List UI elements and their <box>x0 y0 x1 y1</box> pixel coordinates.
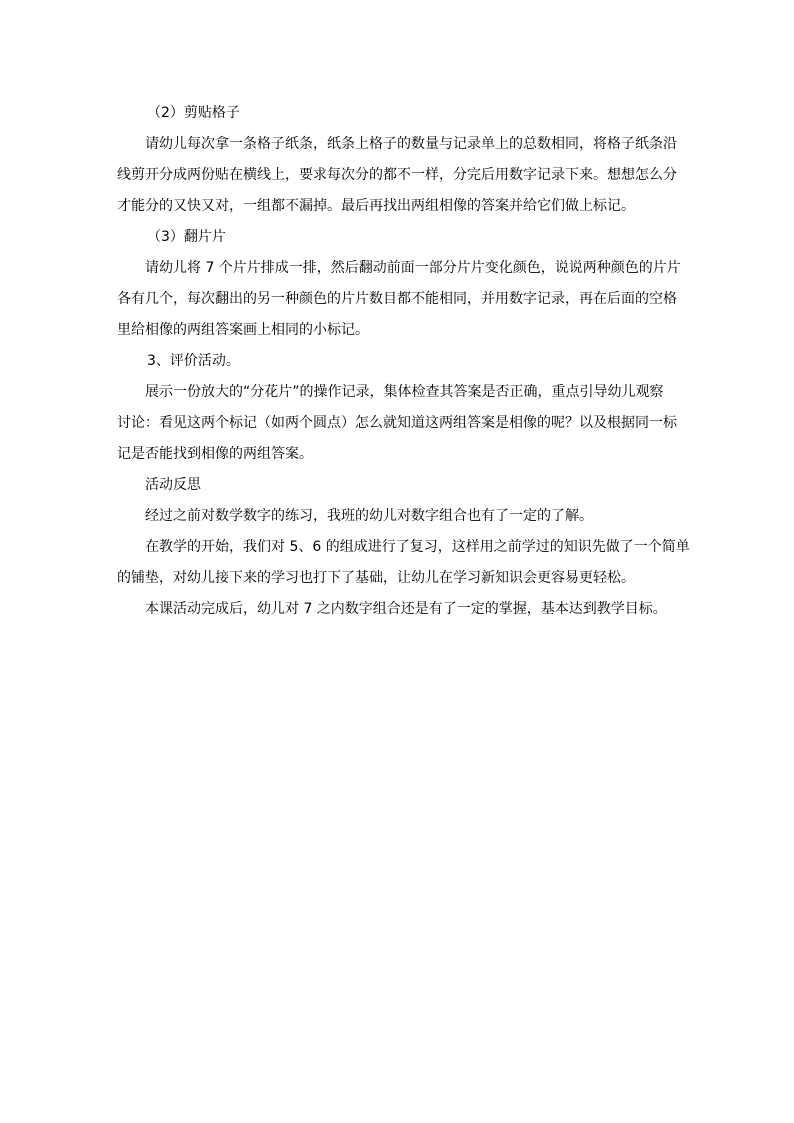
text-line: 讨论：看见这两个标记（如两个圆点）怎么就知道这两组答案是相像的呢？以及根据同一标 <box>117 415 677 431</box>
text-line: 经过之前对数学数字的练习，我班的幼儿对数字组合也有了一定的了解。 <box>145 508 593 524</box>
paragraph-evaluation <box>117 377 677 470</box>
document-body <box>117 98 690 625</box>
text-line: 在教学的开始，我们对 5、6 的组成进行了复习，这样用之前学过的知识先做了一个简单 <box>145 539 690 555</box>
text-line: 本课活动完成后，幼儿对 7 之内数字组合还是有了一定的掌握，基本达到教学目标。 <box>145 601 667 617</box>
paragraph-reflection-3 <box>117 594 677 625</box>
paragraph-reflection-2 <box>117 532 690 594</box>
text-line: 的铺垫，对幼儿接下来的学习也打下了基础，让幼儿在学习新知识会更容易更轻松。 <box>117 570 635 586</box>
paragraph-cut-paste <box>117 129 677 222</box>
text-line: 请幼儿每次拿一条格子纸条，纸条上格子的数量与记录单上的总数相同，将格子纸条沿 <box>145 136 677 152</box>
paragraph-flip-cards <box>117 253 681 346</box>
section-heading-reflection: 活动反思 <box>145 477 201 493</box>
section-heading-evaluation: 3、评价活动。 <box>147 353 240 369</box>
paragraph-reflection-1 <box>117 501 677 532</box>
text-line: 记是否能找到相像的两组答案。 <box>117 446 313 462</box>
text-line: 才能分的又快又对，一组都不漏掉。最后再找出两组相像的答案并给它们做上标记。 <box>117 198 635 214</box>
text-line: 里给相像的两组答案画上相同的小标记。 <box>117 322 369 338</box>
section-heading-cut-paste: （2）剪贴格子 <box>147 105 240 121</box>
text-line: 请幼儿将 7 个片片排成一排，然后翻动前面一部分片片变化颜色，说说两种颜色的片片 <box>145 260 681 276</box>
section-heading-flip-cards: （3）翻片片 <box>147 229 226 245</box>
text-line: 各有几个，每次翻出的另一种颜色的片片数目都不能相同，并用数字记录，再在后面的空格 <box>117 291 677 307</box>
text-line: 展示一份放大的“分花片”的操作记录，集体检查其答案是否正确，重点引导幼儿观察 <box>145 384 664 400</box>
text-line: 线剪开分成两份贴在横线上，要求每次分的都不一样，分完后用数字记录下来。想想怎么分 <box>117 167 677 183</box>
